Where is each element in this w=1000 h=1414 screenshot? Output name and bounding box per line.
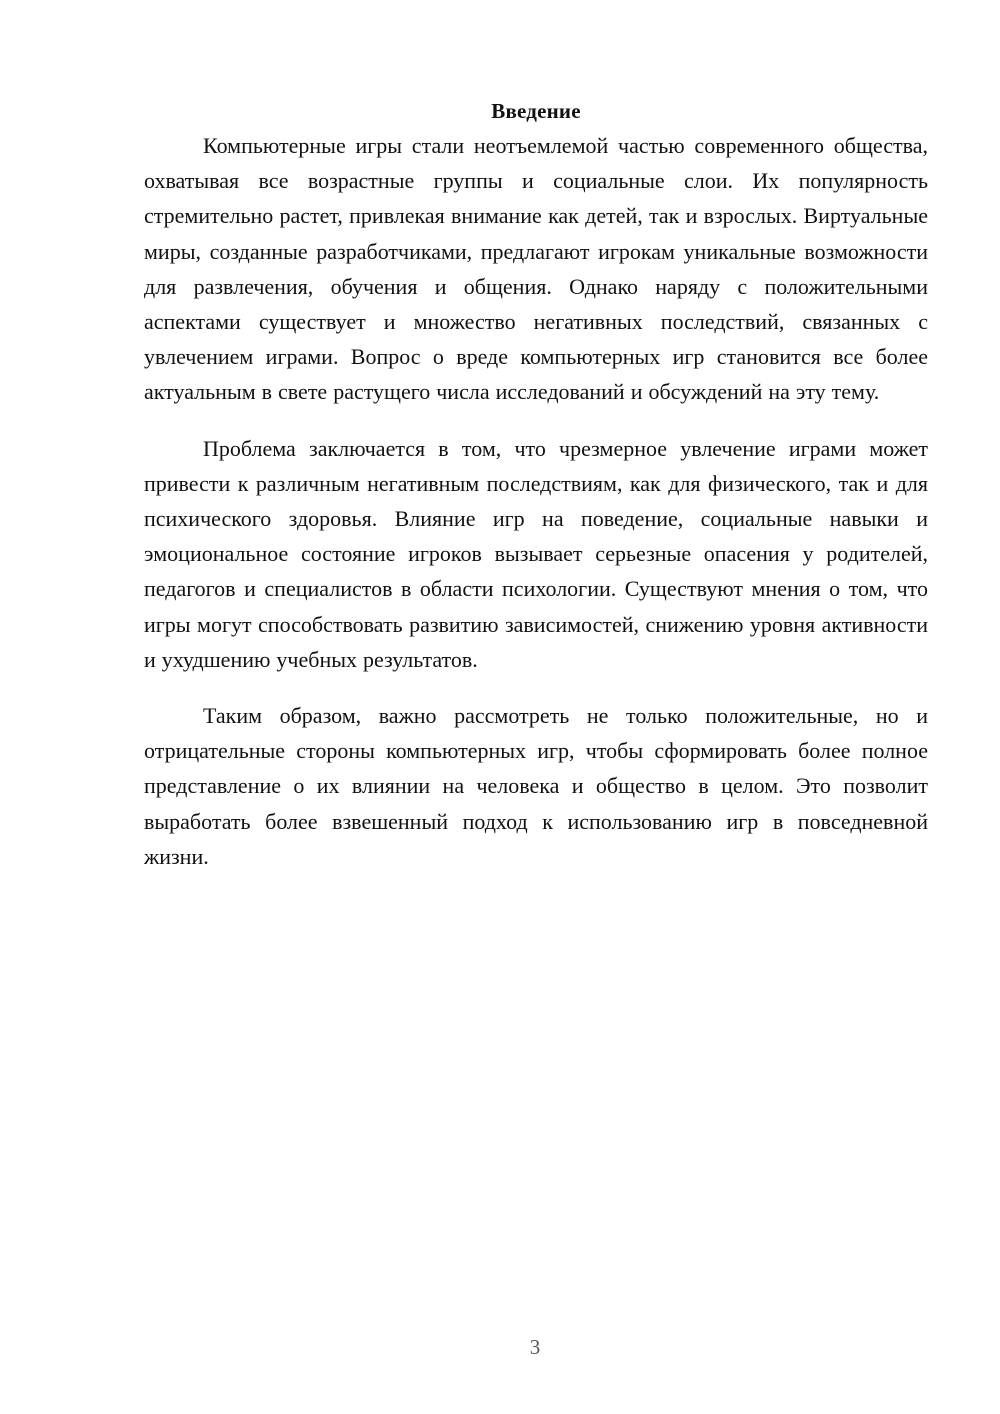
- paragraph-1: Компьютерные игры стали неотъемлемой частью современного общества, охватывая все возрастные группы и социальные слои. Их популярность стремительно растет, привлекая внимание как детей, так и взрослых. Виртуальные миры, созданные разработчиками, предлагают игрокам уникальные возможности для развлечения, обучения и общения. Однако наряду с положительными аспектами существует и множество негативных последствий, связанных с увлечением играми. Вопрос о вреде компьютерных игр становится все более актуальным в свете растущего числа исследований и обсуждений на эту тему.: [144, 133, 928, 405]
- paragraph-3: Таким образом, важно рассмотреть не только положительные, но и отрицательные стороны компьютерных игр, чтобы сформировать более полное представление о их влиянии на человека и общество в целом. Это позволит выработать более взвешенный подход к использованию игр в повседневной жизни.: [144, 703, 928, 869]
- paragraph-2: Проблема заключается в том, что чрезмерное увлечение играми может привести к различным негативным последствиям, как для физического, так и для психического здоровья. Влияние игр на поведение, социальные навыки и эмоциональное состояние игроков вызывает серьезные опасения у родителей, педагогов и специалистов в области психологии. Существуют мнения о том, что игры могут способствовать развитию зависимостей, снижению уровня активности и ухудшению учебных результатов.: [144, 435, 928, 672]
- page-content: [144, 94, 928, 895]
- section-heading: Введение: [491, 99, 581, 123]
- page-number: 3: [529, 1335, 541, 1359]
